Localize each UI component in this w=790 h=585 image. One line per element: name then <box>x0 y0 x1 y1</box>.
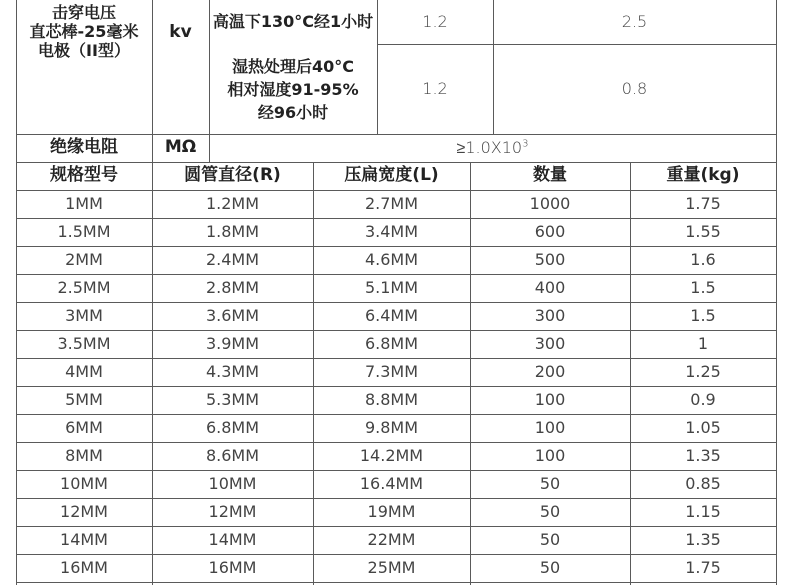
condition-label: 高温下130°C经1小时 <box>212 12 374 31</box>
table-cell: 12MM <box>208 502 257 521</box>
column-header: 规格型号 <box>50 165 118 186</box>
table-cell: 0.9 <box>690 390 716 409</box>
table-cell: 25MM <box>367 558 416 577</box>
test-name-line: 电极（II型） <box>38 41 130 60</box>
table-cell: 10MM <box>208 474 257 493</box>
table-cell: 3.5MM <box>57 334 111 353</box>
table-cell: 8.8MM <box>364 390 419 409</box>
table-cell: 3.4MM <box>364 222 419 241</box>
table-cell: 500 <box>534 250 566 269</box>
table-cell: 6.8MM <box>205 418 260 437</box>
table-cell: 1.5 <box>690 306 716 325</box>
table-cell: 12MM <box>60 502 108 521</box>
table-cell: 600 <box>534 222 566 241</box>
table-cell: 1MM <box>65 194 103 213</box>
table-cell: 2.4MM <box>205 250 260 269</box>
table-cell: 1.75 <box>685 194 721 213</box>
table-cell: 50 <box>539 474 561 493</box>
table-cell: 100 <box>534 418 566 437</box>
insulation-unit: MΩ <box>164 137 197 158</box>
condition-value: 1.2 <box>422 79 448 98</box>
test-name-line: 直芯棒-25毫米 <box>29 22 139 41</box>
table-cell: 4.3MM <box>205 362 260 381</box>
condition-value: 1.2 <box>422 12 448 31</box>
table-cell: 3MM <box>65 306 103 325</box>
table-cell: 2.5MM <box>57 278 111 297</box>
table-cell: 5.1MM <box>364 278 419 297</box>
table-cell: 16MM <box>208 558 257 577</box>
table-cell: 400 <box>534 278 566 297</box>
table-cell: 1.5 <box>690 278 716 297</box>
insulation-value <box>209 134 776 162</box>
column-header: 压扁宽度(L) <box>344 165 439 186</box>
table-cell: 2.7MM <box>364 194 419 213</box>
insulation-value-text: $\ge 1.0X10^3$ <box>456 138 529 157</box>
table-cell: 1.2MM <box>205 194 260 213</box>
table-cell: 1.5MM <box>57 222 111 241</box>
table-cell: 1.55 <box>685 222 721 241</box>
insulation-name: 绝缘电阻 <box>50 137 118 158</box>
condition-value: 0.8 <box>621 79 648 98</box>
table-cell: 50 <box>539 530 561 549</box>
table-cell: 16.4MM <box>359 474 424 493</box>
condition-label: 湿热处理后40°C 相对湿度91-95% 经96小时 <box>227 56 359 122</box>
table-cell: 0.85 <box>685 474 721 493</box>
table-cell: 7.3MM <box>364 362 419 381</box>
test-name-line: 击穿电压 <box>51 3 116 22</box>
table-cell: 8MM <box>65 446 103 465</box>
column-header: 重量(kg) <box>666 165 740 186</box>
table-cell: 14.2MM <box>359 446 424 465</box>
table-cell: 300 <box>534 334 566 353</box>
table-cell: 1.6 <box>690 250 716 269</box>
table-cell: 4.6MM <box>364 250 419 269</box>
table-cell: 16MM <box>60 558 108 577</box>
table-cell: 1 <box>697 334 709 353</box>
test-name-cell <box>16 0 152 65</box>
table-cell: 100 <box>534 446 566 465</box>
table-cell: 300 <box>534 306 566 325</box>
table-cell: 8.6MM <box>205 446 260 465</box>
column-header: 圆管直径(R) <box>184 165 281 186</box>
table-cell: 3.9MM <box>205 334 260 353</box>
table-cell: 14MM <box>208 530 257 549</box>
condition-value: 2.5 <box>621 12 648 31</box>
table-cell: 19MM <box>367 502 416 521</box>
table-cell: 200 <box>534 362 566 381</box>
table-cell: 5.3MM <box>205 390 260 409</box>
table-cell: 3.6MM <box>205 306 260 325</box>
table-cell: 50 <box>539 502 561 521</box>
table-cell: 1.8MM <box>205 222 260 241</box>
table-cell: 6MM <box>65 418 103 437</box>
table-cell: 2.8MM <box>205 278 260 297</box>
table-cell: 4MM <box>65 362 103 381</box>
table-cell: 6.4MM <box>364 306 419 325</box>
table-cell: 1.35 <box>685 446 721 465</box>
table-cell: 22MM <box>367 530 416 549</box>
table-cell: 9.8MM <box>364 418 419 437</box>
table-cell: 1.35 <box>685 530 721 549</box>
table-cell: 1.75 <box>685 558 721 577</box>
column-header: 数量 <box>533 165 567 186</box>
table-cell: 100 <box>534 390 566 409</box>
table-cell: 1.15 <box>685 502 721 521</box>
table-cell: 14MM <box>60 530 108 549</box>
table-cell: 2MM <box>65 250 103 269</box>
table-cell: 1.05 <box>685 418 721 437</box>
table-cell: 6.8MM <box>364 334 419 353</box>
unit-cell: kv <box>169 21 192 42</box>
table-cell: 50 <box>539 558 561 577</box>
table-cell: 5MM <box>65 390 103 409</box>
table-cell: 1.25 <box>685 362 721 381</box>
table-cell: 1000 <box>529 194 571 213</box>
table-cell: 10MM <box>60 474 108 493</box>
